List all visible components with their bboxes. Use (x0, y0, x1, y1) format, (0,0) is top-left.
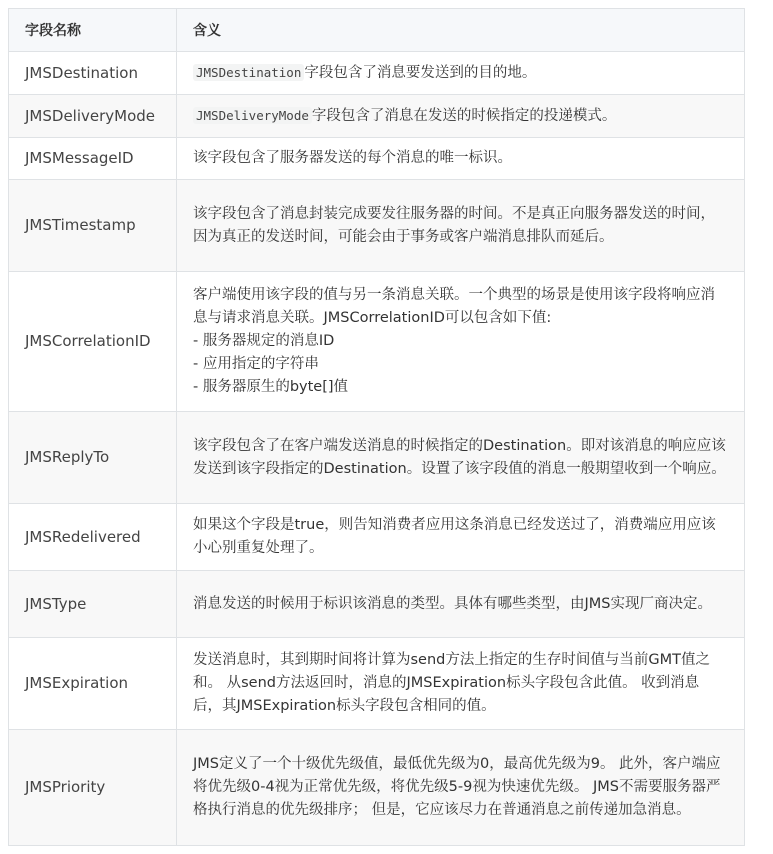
table-row (9, 730, 745, 846)
list-item: - 服务器规定的消息ID (193, 333, 335, 349)
field-name-cell: JMSExpiration (9, 638, 177, 730)
field-name-cell: JMSReplyTo (9, 412, 177, 504)
column-header-field-name: 字段名称 (9, 9, 177, 52)
field-meaning-cell: 该字段包含了在客户端发送消息的时候指定的Destination。即对该消息的响应应该发送到该字段指定的Destination。设置了该字段值的消息一般期望收到一个响应。 (177, 412, 745, 504)
field-name-cell: JMSMessageID (9, 138, 177, 180)
field-name-cell: JMSTimestamp (9, 180, 177, 272)
field-meaning-cell: 消息发送的时候用于标识该消息的类型。具体有哪些类型，由JMS实现厂商决定。 (177, 571, 745, 638)
inline-code: JMSDeliveryMode (193, 107, 312, 124)
field-meaning-cell: 该字段包含了消息封装完成要发往服务器的时间。不是真正向服务器发送的时间，因为真正的发送时间，可能会由于事务或客户端消息排队而延后。 (177, 180, 745, 272)
field-meaning-cell: JMS定义了一个十级优先级值，最低优先级为0，最高优先级为9。 此外，客户端应将优先级0-4视为正常优先级，将优先级5-9视为快速优先级。 JMS不需要服务器严格执行消息的优先级排序； 但是，它应该尽力在普通消息之前传递加急消息。 (177, 730, 745, 846)
meaning-text: 客户端使用该字段的值与另一条消息关联。一个典型的场景是使用该字段将响应消息与请求消息关联。JMSCorrelationID可以包含如下值: (193, 287, 715, 326)
column-header-meaning: 含义 (177, 9, 745, 52)
inline-code: JMSDestination (193, 64, 304, 81)
field-name-cell: JMSType (9, 571, 177, 638)
meaning-text: 字段包含了消息在发送的时候指定的投递模式。 (311, 108, 617, 124)
field-meaning-cell (177, 272, 745, 412)
table-row (9, 571, 745, 638)
list-item: - 服务器原生的byte[]值 (193, 379, 349, 395)
table-row (9, 52, 745, 95)
table-header (9, 9, 745, 52)
list-item: - 应用指定的字符串 (193, 356, 319, 372)
table-row (9, 180, 745, 272)
fields-table-container (8, 8, 744, 846)
field-name-cell: JMSDestination (9, 52, 177, 95)
table-body (9, 52, 745, 846)
field-name-cell: JMSPriority (9, 730, 177, 846)
table-row (9, 95, 745, 138)
field-name-cell: JMSDeliveryMode (9, 95, 177, 138)
header-row (9, 9, 745, 52)
table-row (9, 638, 745, 730)
field-meaning-cell (177, 95, 745, 138)
field-meaning-cell (177, 52, 745, 95)
field-name-cell: JMSRedelivered (9, 504, 177, 571)
table-row (9, 504, 745, 571)
field-name-cell: JMSCorrelationID (9, 272, 177, 412)
table-row (9, 412, 745, 504)
meaning-text: 字段包含了消息要发送到的目的地。 (304, 65, 537, 81)
jms-header-fields-table (8, 8, 745, 846)
field-meaning-cell: 如果这个字段是true，则告知消费者应用这条消息已经发送过了，消费端应用应该小心别重复处理了。 (177, 504, 745, 571)
field-meaning-cell: 该字段包含了服务器发送的每个消息的唯一标识。 (177, 138, 745, 180)
field-meaning-cell: 发送消息时，其到期时间将计算为send方法上指定的生存时间值与当前GMT值之和。 从send方法返回时，消息的JMSExpiration标头字段包含此值。 收到消息后，其JMSExpiration标头字段包含相同的值。 (177, 638, 745, 730)
table-row (9, 138, 745, 180)
table-row (9, 272, 745, 412)
